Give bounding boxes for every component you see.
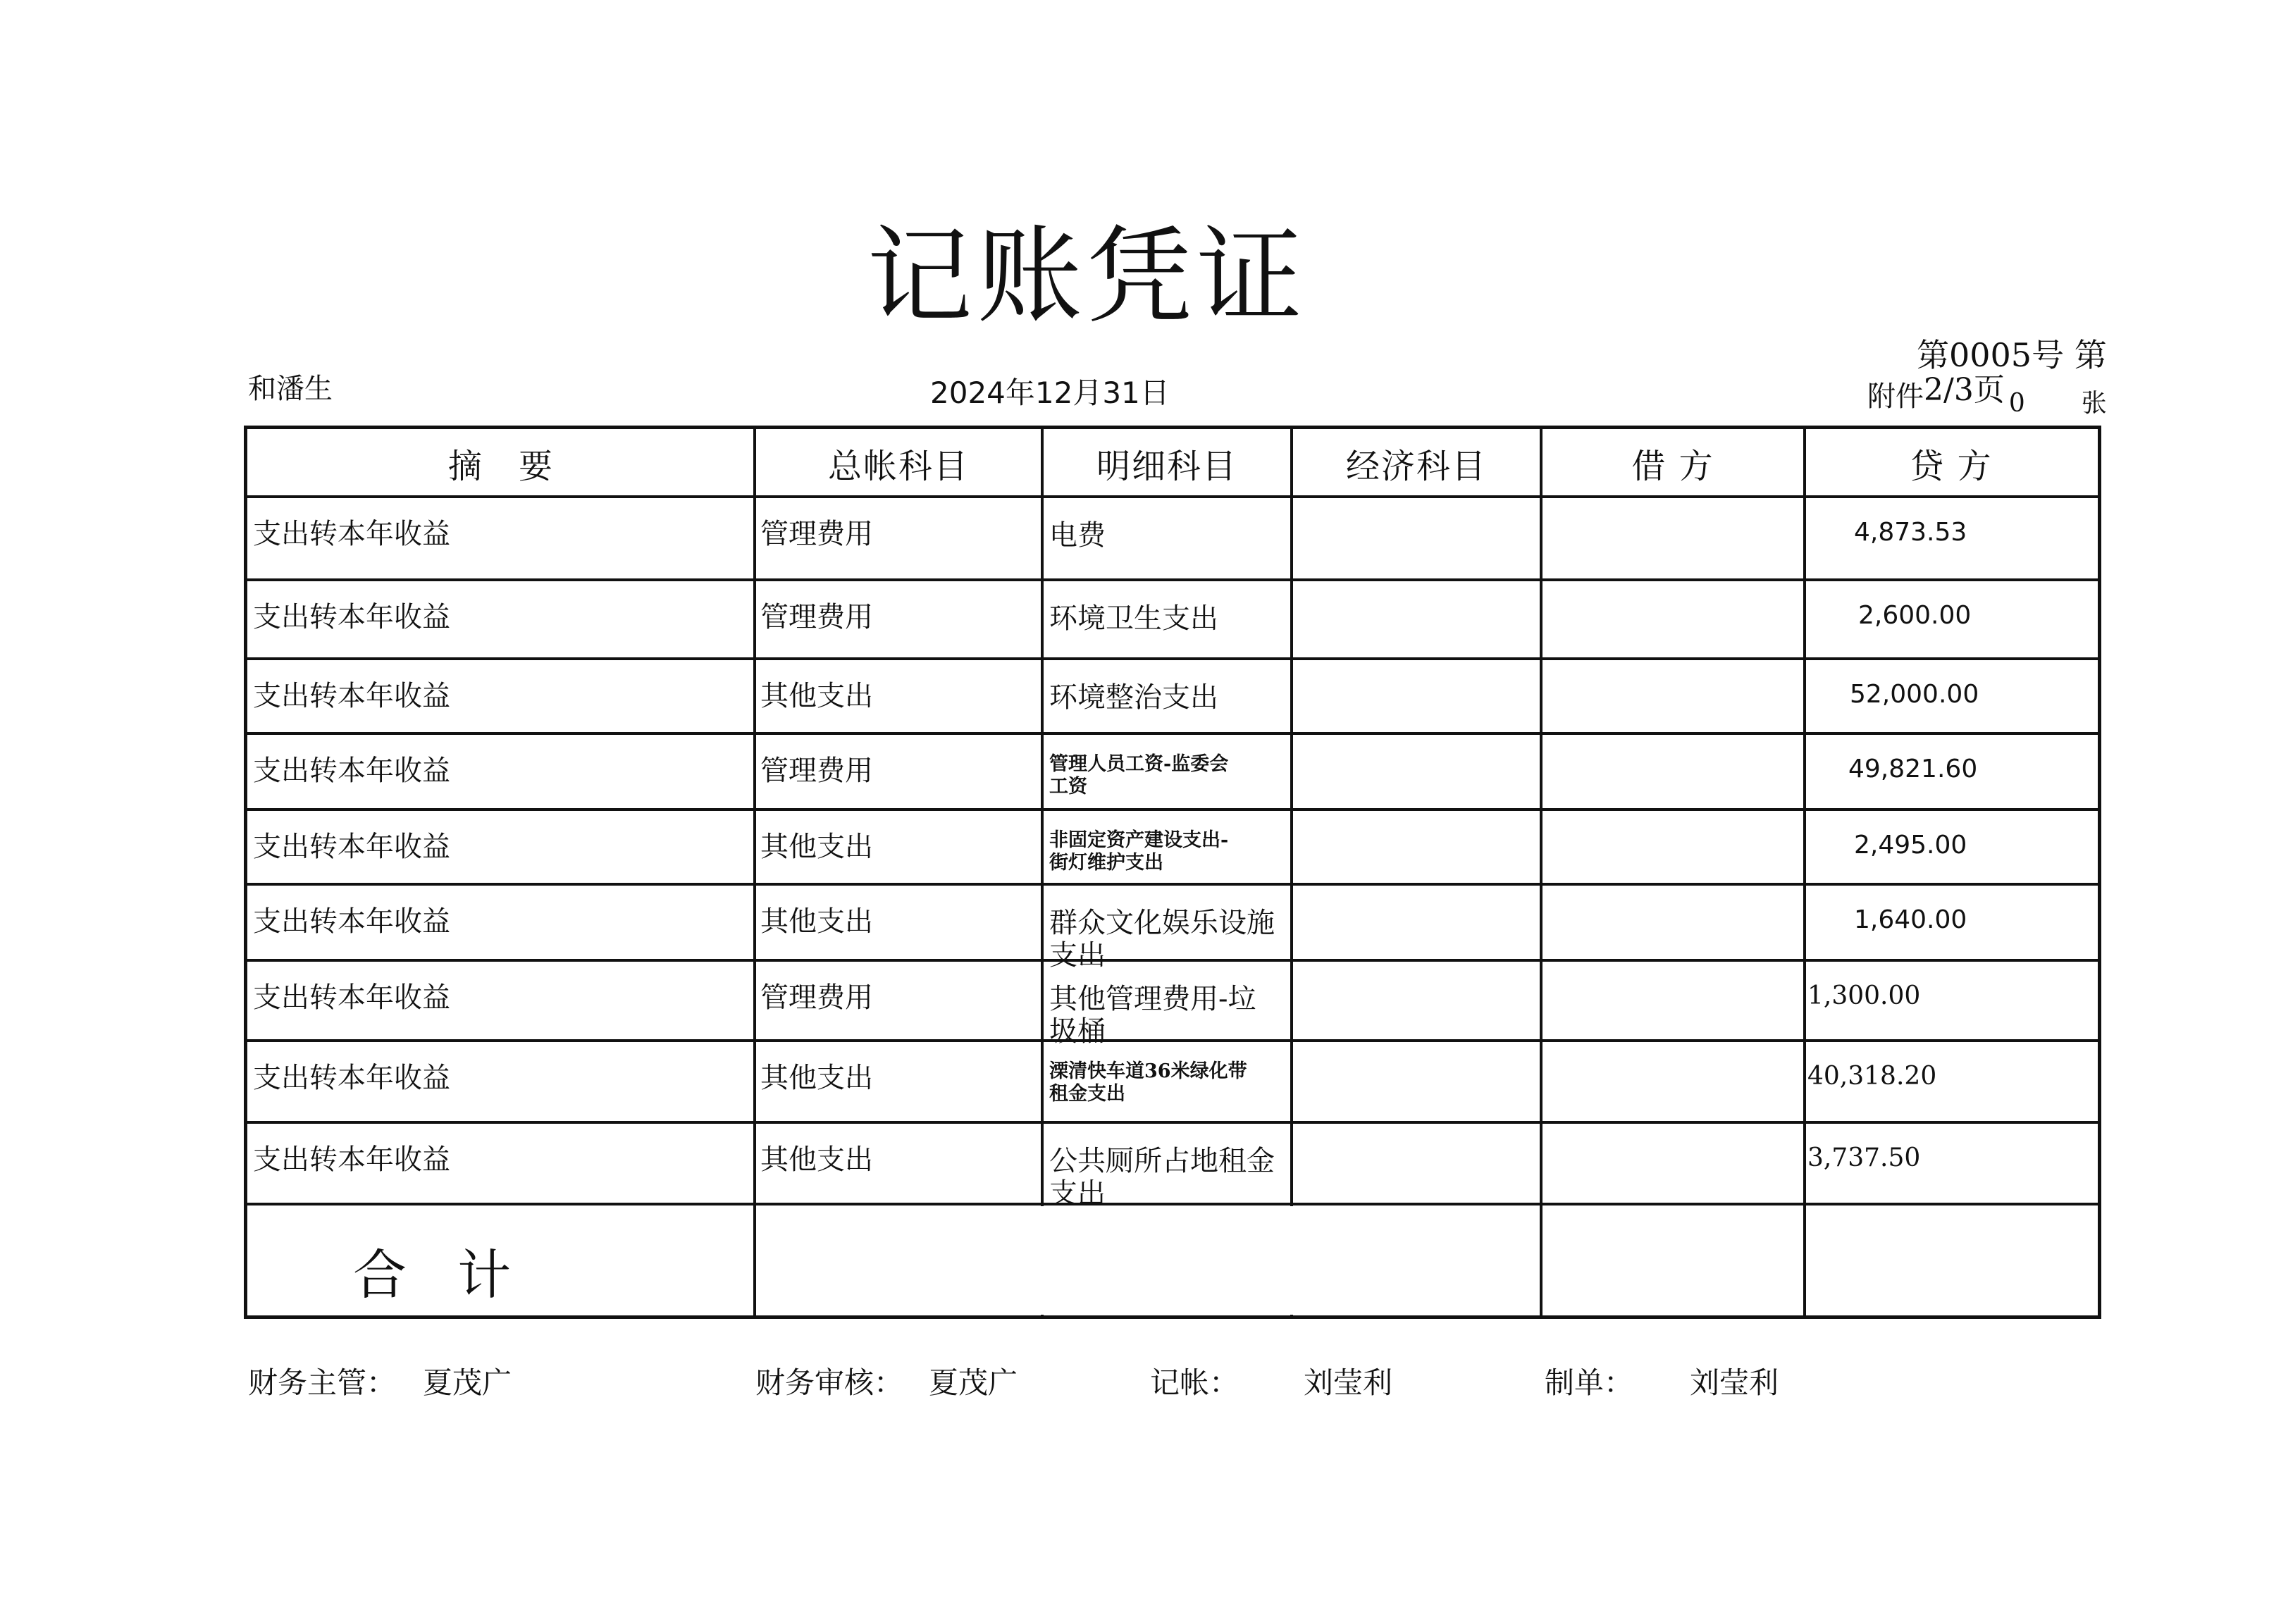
account-cell: 管理费用: [760, 755, 873, 787]
table-row: [247, 1041, 2098, 1122]
voucher-title: 记账凭证: [867, 216, 1307, 338]
table-row: [247, 810, 2098, 884]
header-detail-account: 明细科目: [1096, 446, 1237, 486]
account-cell: 管理费用: [760, 981, 873, 1014]
header-economic-account: 经济科目: [1345, 446, 1487, 486]
supervisor-label: 财务主管：: [248, 1365, 397, 1400]
auditor-label: 财务审核：: [755, 1365, 904, 1400]
credit-cell: 52,000.00: [1850, 680, 1979, 709]
voucher-date: 2024年12月31日: [930, 376, 1170, 410]
summary-cell: 支出转本年收益: [253, 1062, 450, 1094]
total-label: 合 计: [353, 1244, 528, 1306]
total-row-merge: [1287, 1206, 1297, 1315]
organization-name: 和潘生: [248, 373, 333, 405]
attachment-count: 0: [2008, 389, 2025, 418]
bookkeeper-name: 刘莹利: [1304, 1365, 1393, 1400]
summary-cell: 支出转本年收益: [253, 981, 450, 1014]
header-credit: 贷 方: [1910, 446, 1993, 486]
total-row-merge: [1038, 1206, 1048, 1315]
preparer-name: 刘莹利: [1690, 1365, 1779, 1400]
table-row: [247, 960, 2098, 1048]
summary-cell: 支出转本年收益: [253, 755, 450, 787]
credit-cell: 3,737.50: [1807, 1143, 1921, 1172]
account-cell: 其他支出: [760, 680, 873, 712]
detail-cell: 环境卫生支出: [1049, 602, 1218, 635]
table-row: [247, 884, 2098, 972]
header-debit: 借 方: [1631, 446, 1714, 486]
bookkeeper-label: 记帐：: [1150, 1365, 1239, 1400]
credit-cell: 2,600.00: [1858, 601, 1972, 630]
summary-cell: 支出转本年收益: [253, 905, 450, 938]
account-cell: 其他支出: [760, 1062, 873, 1094]
detail-cell: 环境整治支出: [1049, 681, 1218, 714]
detail-cell: 其他管理费用-垃 圾桶: [1049, 983, 1256, 1048]
detail-cell: 公共厕所占地租金 支出: [1049, 1145, 1275, 1210]
voucher-number-text: 第0005号: [1917, 336, 2065, 374]
summary-cell: 支出转本年收益: [253, 601, 450, 633]
detail-cell: 管理人员工资-监委会 工资: [1049, 753, 1229, 798]
account-cell: 管理费用: [760, 518, 873, 550]
summary-cell: 支出转本年收益: [253, 680, 450, 712]
credit-cell: 4,873.53: [1854, 518, 1967, 547]
supervisor-name: 夏茂广: [423, 1365, 512, 1400]
summary-cell: 支出转本年收益: [253, 1143, 450, 1176]
table-row: [247, 733, 2098, 810]
page-info: 2/3页: [1924, 372, 2005, 408]
header-general-account: 总帐科目: [827, 446, 969, 486]
credit-cell: 49,821.60: [1848, 755, 1978, 783]
account-cell: 其他支出: [760, 1143, 873, 1176]
table-row: [247, 1122, 2098, 1210]
detail-cell: 非固定资产建设支出- 街灯维护支出: [1049, 829, 1229, 874]
ledger-table: [244, 426, 2101, 1319]
attachment-unit: 张: [2081, 389, 2107, 418]
account-cell: 管理费用: [760, 601, 873, 633]
table-row: [247, 659, 2098, 733]
preparer-label: 制单：: [1545, 1365, 1634, 1400]
detail-cell: 群众文化娱乐设施 支出: [1049, 907, 1275, 972]
summary-cell: 支出转本年收益: [253, 831, 450, 863]
table-row: [247, 580, 2098, 659]
page-prefix: 第: [2074, 336, 2107, 374]
credit-cell: 2,495.00: [1854, 831, 1967, 860]
account-cell: 其他支出: [760, 905, 873, 938]
detail-cell: 电费: [1049, 519, 1106, 552]
credit-cell: 1,300.00: [1807, 981, 1921, 1010]
table-row: [247, 497, 2098, 580]
account-cell: 其他支出: [760, 831, 873, 863]
detail-cell: 溧清快车道36米绿化带 租金支出: [1049, 1060, 1247, 1105]
credit-cell: 40,318.20: [1807, 1062, 1937, 1091]
auditor-name: 夏茂广: [929, 1365, 1018, 1400]
attachment-label: 附件: [1867, 380, 1924, 413]
summary-cell: 支出转本年收益: [253, 518, 450, 550]
header-summary: 摘 要: [447, 446, 554, 486]
attachment-info: [1867, 370, 2107, 418]
credit-cell: 1,640.00: [1854, 905, 1967, 934]
